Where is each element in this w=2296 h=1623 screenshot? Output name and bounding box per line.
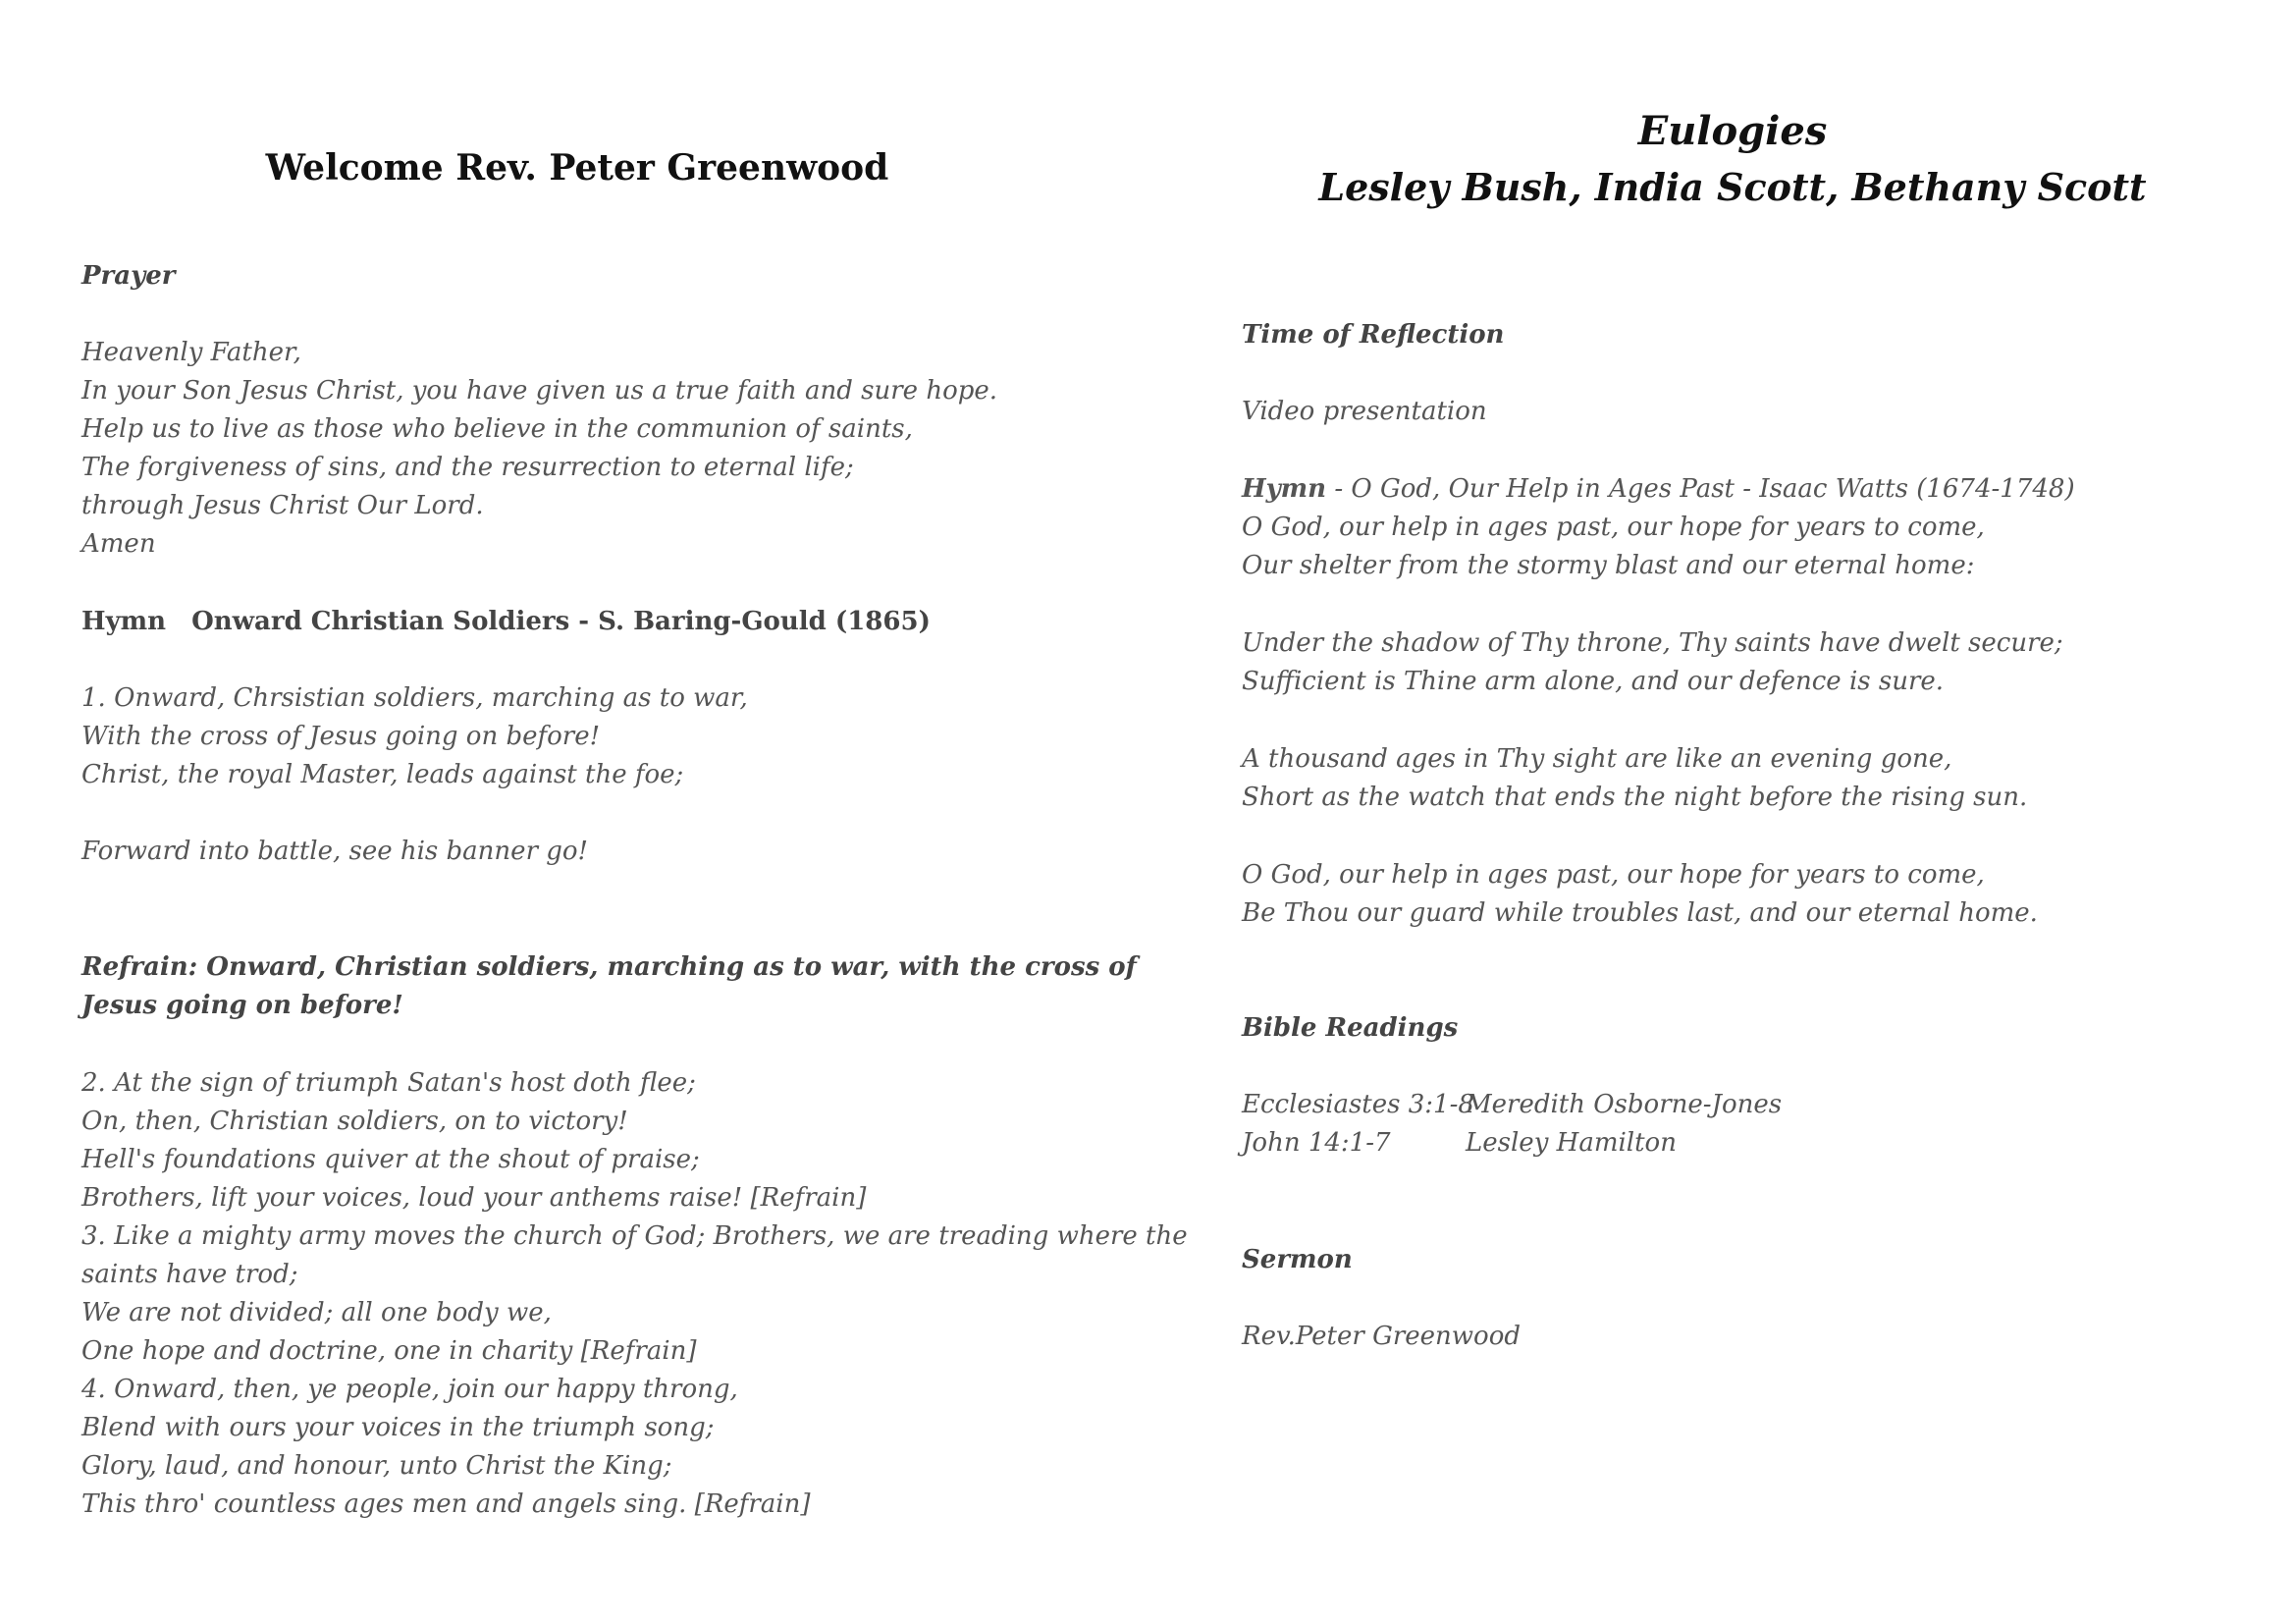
hymn-verse-line: Our shelter from the stormy blast and our eternal home: — [1242, 551, 1975, 580]
reading-reader: Meredith Osborne-Jones — [1466, 1090, 1783, 1119]
hymn-title: Onward Christian Soldiers - S. Baring-Gould (1865) — [191, 607, 931, 636]
hymn-verse-line: Be Thou our guard while troubles last, and our eternal home. — [1242, 898, 2038, 928]
hymn-label: Hymn — [1242, 474, 1327, 504]
hymn-verse-line: Glory, laud, and honour, unto Christ the King; — [81, 1451, 672, 1481]
hymn-verse-line: O God, our help in ages past, our hope for years to come, — [1242, 860, 1985, 890]
hymn-verse-line: This thro' countless ages men and angels sing. [Refrain] — [81, 1489, 811, 1519]
bible-readings-heading: Bible Readings — [1242, 1013, 1459, 1043]
hymn-verse-line: O God, our help in ages past, our hope for years to come, — [1242, 513, 1985, 542]
refrain-line: Refrain: Onward, Christian soldiers, marching as to war, with the cross of — [81, 952, 1137, 982]
eulogies-title: Eulogies — [1637, 108, 1828, 154]
hymn-verse-line: We are not divided; all one body we, — [81, 1298, 552, 1327]
reading-ref: Ecclesiastes 3:1-8 — [1242, 1090, 1474, 1119]
left-page — [81, 0, 1188, 1623]
hymn-verse-line: With the cross of Jesus going on before! — [81, 722, 601, 751]
hymn-verse-line: saints have trod; — [81, 1260, 298, 1289]
hymn-verse-line: Under the shadow of Thy throne, Thy saints have dwelt secure; — [1242, 628, 2063, 658]
eulogies-names: Lesley Bush, India Scott, Bethany Scott — [1318, 165, 2147, 209]
right-page — [1242, 0, 2223, 1623]
hymn-verse-line: Blend with ours your voices in the triumph song; — [81, 1413, 715, 1442]
prayer-line: The forgiveness of sins, and the resurrection to eternal life; — [81, 453, 854, 482]
hymn-title: - O God, Our Help in Ages Past - Isaac Watts (1674-1748) — [1326, 474, 2075, 504]
hymn-verse-line: Hell's foundations quiver at the shout of praise; — [81, 1145, 700, 1174]
hymn-label: Hymn — [81, 607, 167, 636]
prayer-line: Heavenly Father, — [81, 338, 301, 367]
hymn-heading — [1242, 470, 2075, 509]
hymn-verse-line: 1. Onward, Chrsistian soldiers, marching as to war, — [81, 683, 748, 713]
hymn-verse-line: Sufficient is Thine arm alone, and our defence is sure. — [1242, 667, 1945, 696]
hymn-verse-line: 2. At the sign of triumph Satan's host doth flee; — [81, 1068, 696, 1098]
hymn-verse-line: 4. Onward, then, ye people, join our happy throng, — [81, 1375, 738, 1404]
hymn-heading — [81, 603, 931, 641]
reading-row — [1242, 1086, 1782, 1124]
sermon-heading: Sermon — [1242, 1245, 1353, 1274]
prayer-heading: Prayer — [81, 261, 176, 291]
hymn-verse-line: Forward into battle, see his banner go! — [81, 837, 589, 866]
reflection-heading: Time of Reflection — [1242, 320, 1505, 350]
refrain-line: Jesus going on before! — [81, 991, 403, 1020]
hymn-verse-line: On, then, Christian soldiers, on to victory! — [81, 1107, 628, 1136]
welcome-title: Welcome Rev. Peter Greenwood — [265, 147, 889, 189]
reading-row — [1242, 1124, 1677, 1163]
hymn-verse-line: Christ, the royal Master, leads against the foe; — [81, 760, 684, 789]
prayer-line: through Jesus Christ Our Lord. — [81, 491, 484, 520]
prayer-line: In your Son Jesus Christ, you have given us a true faith and sure hope. — [81, 376, 998, 406]
reading-ref: John 14:1-7 — [1242, 1128, 1391, 1158]
hymn-verse-line: 3. Like a mighty army moves the church of God; Brothers, we are treading where the — [81, 1221, 1188, 1251]
hymn-verse-line: Short as the watch that ends the night before the rising sun. — [1242, 783, 2028, 812]
sermon-text: Rev.Peter Greenwood — [1242, 1322, 1521, 1351]
hymn-verse-line: Brothers, lift your voices, loud your anthems raise! [Refrain] — [81, 1183, 867, 1213]
hymn-verse-line: One hope and doctrine, one in charity [Refrain] — [81, 1336, 697, 1366]
reflection-text: Video presentation — [1242, 397, 1487, 426]
prayer-line: Help us to live as those who believe in the communion of saints, — [81, 414, 913, 444]
hymn-verse-line: A thousand ages in Thy sight are like an evening gone, — [1242, 744, 1952, 774]
reading-reader: Lesley Hamilton — [1466, 1128, 1677, 1158]
prayer-line: Amen — [81, 529, 156, 559]
